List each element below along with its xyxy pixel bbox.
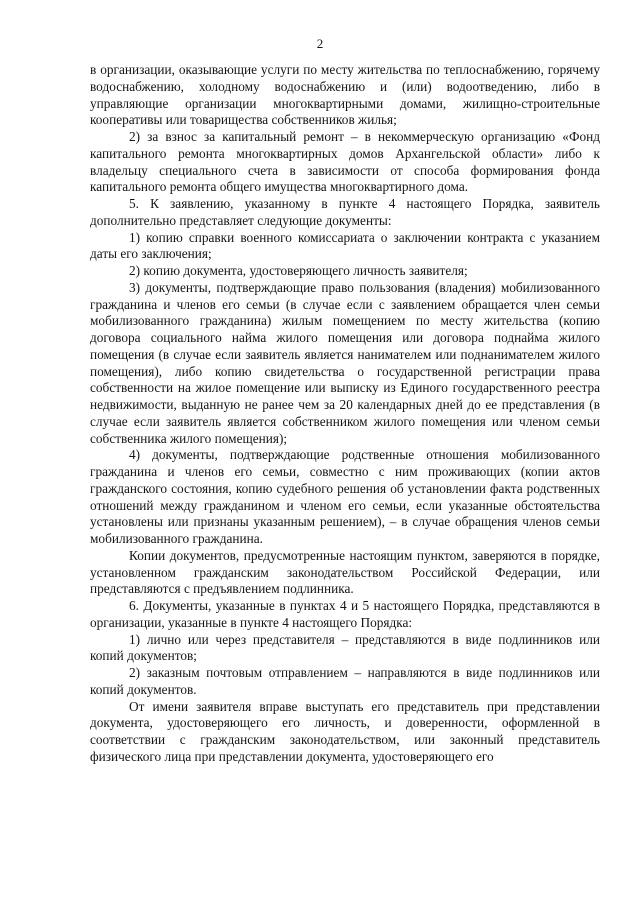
paragraph-representative: От имени заявителя вправе выступать его представитель при представлении документа, удостоверяющего его личность, и доверенности, оформленной в соответствии с гражданским законодательством, или законный представитель физического лица при представлении документа, удостоверяющего его (90, 698, 600, 764)
paragraph-capital-repair: 2) за взнос за капитальный ремонт – в некоммерческую организацию «Фонд капитального ремонта многоквартирных домов Архангельской области» либо к владельцу специального счета в зависимости от способа формирования фонда капитального ремонта общего имущества многоквартирного дома. (90, 129, 600, 195)
paragraph-5-3: 3) документы, подтверждающие право пользования (владения) мобилизованного гражданина и членов его семьи (в случае если с заявлением обращается член семьи мобилизованного гражданина) жилым помещением по месту жительства (копию договора социального найма жилого помещения или договора поднайма жилого помещения (в случае если заявитель является нанимателем или поднанимателем жилого помещения), либо копию свидетельства о государственной регистрации права собственности на жилое помещение или выписку из Единого государственного реестра недвижимости, выданную не ранее чем за 20 календарных дней до ее представления (в случае если заявитель является собственником жилого помещения или членом семьи собственника жилого помещения); (90, 279, 600, 446)
paragraph-copies: Копии документов, предусмотренные настоящим пунктом, заверяются в порядке, установленном гражданским законодательством Российской Федерации, или представляются с предъявлением подлинника. (90, 547, 600, 597)
body-text (90, 62, 600, 766)
page-number: 2 (316, 36, 324, 51)
paragraph-6-2: 2) заказным почтовым отправлением – направляются в виде подлинников или копий документов. (90, 665, 600, 697)
paragraph-item-6: 6. Документы, указанные в пунктах 4 и 5 настоящего Порядка, представляются в организации, указанные в пункте 4 настоящего Порядка: (90, 598, 600, 630)
paragraph-item-5: 5. К заявлению, указанному в пункте 4 настоящего Порядка, заявитель дополнительно представляет следующие документы: (90, 196, 600, 228)
paragraph-5-1: 1) копию справки военного комиссариата о заключении контракта с указанием даты его заключения; (90, 229, 600, 262)
paragraph-5-4: 4) документы, подтверждающие родственные отношения мобилизованного гражданина и членов его семьи, совместно с ним проживающих (копии актов гражданского состояния, копию судебного решения об установлении факта родственных отношений между гражданином и членом его семьи, если указанные обстоятельства установлены или признаны указанным решением), – в случае обращения членов семьи мобилизованного гражданина. (90, 447, 600, 546)
paragraph-6-1: 1) лично или через представителя – представляются в виде подлинников или копий документов; (90, 631, 600, 664)
paragraph-continuation: в организации, оказывающие услуги по месту жительства по теплоснабжению, горячему водоснабжению, холодному водоснабжению и (или) водоотведению, либо в управляющие организации многоквартирными домами, жилищно-строительные кооперативы или товарищества собственников жилья; (90, 62, 600, 128)
paragraph-5-2: 2) копию документа, удостоверяющего личность заявителя; (129, 263, 468, 278)
